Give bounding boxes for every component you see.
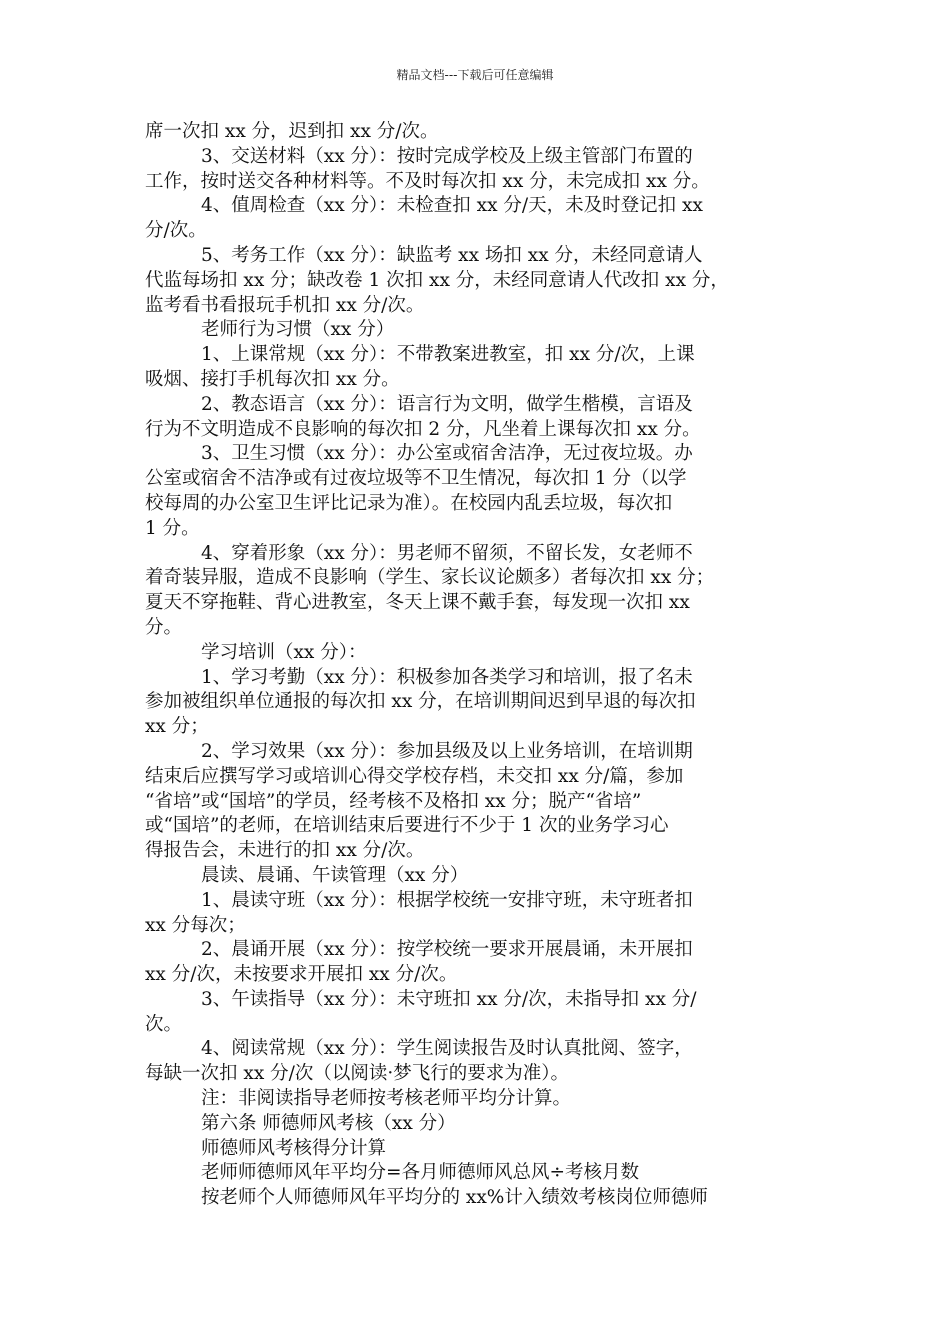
text-line: 分。 <box>145 616 183 638</box>
text-line: 席一次扣 xx 分，迟到扣 xx 分/次。 <box>145 121 439 142</box>
text-line: 1、上课常规（xx 分）：不带教案进教室，扣 xx 分/次，上课 <box>201 344 695 366</box>
text-line: 学习培训（xx 分）： <box>201 641 367 663</box>
text-line: 4、穿着形象（xx 分）：男老师不留须，不留长发，女老师不 <box>201 542 693 564</box>
text-line: xx 分每次； <box>145 914 246 936</box>
document-body <box>145 120 810 1211</box>
text-line: 第六条 师德师风考核（xx 分） <box>201 1112 456 1134</box>
text-line: 4、值周检查（xx 分）：未检查扣 xx 分/天，未及时登记扣 xx <box>201 195 703 217</box>
text-line: 5、考务工作（xx 分）：缺监考 xx 场扣 xx 分，未经同意请人 <box>201 244 703 266</box>
text-line: 夏天不穿拖鞋、背心进教室，冬天上课不戴手套，每发现一次扣 xx <box>145 592 690 614</box>
text-line: 1 分。 <box>145 517 200 539</box>
text-line: 注：非阅读指导老师按考核老师平均分计算。 <box>201 1088 572 1110</box>
text-line: 2、学习效果（xx 分）：参加县级及以上业务培训，在培训期 <box>201 740 693 762</box>
text-line: 按老师个人师德师风年平均分的 xx%计入绩效考核岗位师德师 <box>201 1187 708 1209</box>
text-line: xx 分/次，未按要求开展扣 xx 分/次。 <box>145 964 458 986</box>
text-line: 次。 <box>145 1013 183 1035</box>
page-header: 精品文档---下载后可任意编辑 <box>396 68 554 82</box>
text-line: 1、晨读守班（xx 分）：根据学校统一安排守班，未守班者扣 <box>201 889 693 911</box>
text-line: 2、教态语言（xx 分）：语言行为文明，做学生楷模，言语及 <box>201 393 693 415</box>
text-line: 3、午读指导（xx 分）：未守班扣 xx 分/次，未指导扣 xx 分/ <box>201 988 697 1010</box>
text-line: 老师行为习惯（xx 分） <box>201 319 395 341</box>
text-line: 监考看书看报玩手机扣 xx 分/次。 <box>145 294 425 316</box>
text-line: 吸烟、接打手机每次扣 xx 分。 <box>145 368 400 390</box>
text-line: 得报告会，未进行的扣 xx 分/次。 <box>145 840 425 862</box>
text-line: 分/次。 <box>145 220 207 242</box>
text-line: “省培”或“国培”的学员，经考核不及格扣 xx 分；脱产“省培” <box>145 790 642 812</box>
text-line: 校每周的办公室卫生评比记录为准）。在校园内乱丢垃圾，每次扣 <box>145 492 673 514</box>
text-line: 参加被组织单位通报的每次扣 xx 分，在培训期间迟到早退的每次扣 <box>145 691 696 713</box>
text-line: 工作，按时送交各种材料等。不及时每次扣 xx 分，未完成扣 xx 分。 <box>145 170 710 192</box>
text-line: 3、交送材料（xx 分）：按时完成学校及上级主管部门布置的 <box>201 145 693 167</box>
text-line: 师德师风考核得分计算 <box>201 1137 387 1159</box>
text-line: 每缺一次扣 xx 分/次（以阅读·梦飞行的要求为准）。 <box>145 1063 569 1085</box>
text-line: 1、学习考勤（xx 分）：积极参加各类学习和培训，报了名未 <box>201 666 693 688</box>
text-line: 或“国培”的老师，在培训结束后要进行不少于 1 次的业务学习心 <box>145 815 669 837</box>
text-line: xx 分； <box>145 716 209 738</box>
text-line: 4、阅读常规（xx 分）：学生阅读报告及时认真批阅、签字， <box>201 1038 693 1060</box>
text-line: 3、卫生习惯（xx 分）：办公室或宿舍洁净，无过夜垃圾。办 <box>201 443 693 465</box>
text-line: 着奇装异服，造成不良影响（学生、家长议论颇多）者每次扣 xx 分； <box>145 567 715 589</box>
text-line: 晨读、晨诵、午读管理（xx 分） <box>201 864 469 886</box>
text-line: 老师师德师风年平均分=各月师德师风总风÷考核月数 <box>201 1162 640 1184</box>
text-line: 公室或宿舍不洁净或有过夜垃圾等不卫生情况，每次扣 1 分（以学 <box>145 468 687 490</box>
text-line: 代监每场扣 xx 分；缺改卷 1 次扣 xx 分，未经同意请人代改扣 xx 分， <box>145 269 729 291</box>
text-line: 行为不文明造成不良影响的每次扣 2 分，凡坐着上课每次扣 xx 分。 <box>145 418 701 440</box>
text-line: 2、晨诵开展（xx 分）：按学校统一要求开展晨诵，未开展扣 <box>201 939 693 961</box>
text-line: 结束后应撰写学习或培训心得交学校存档，未交扣 xx 分/篇，参加 <box>145 765 684 787</box>
